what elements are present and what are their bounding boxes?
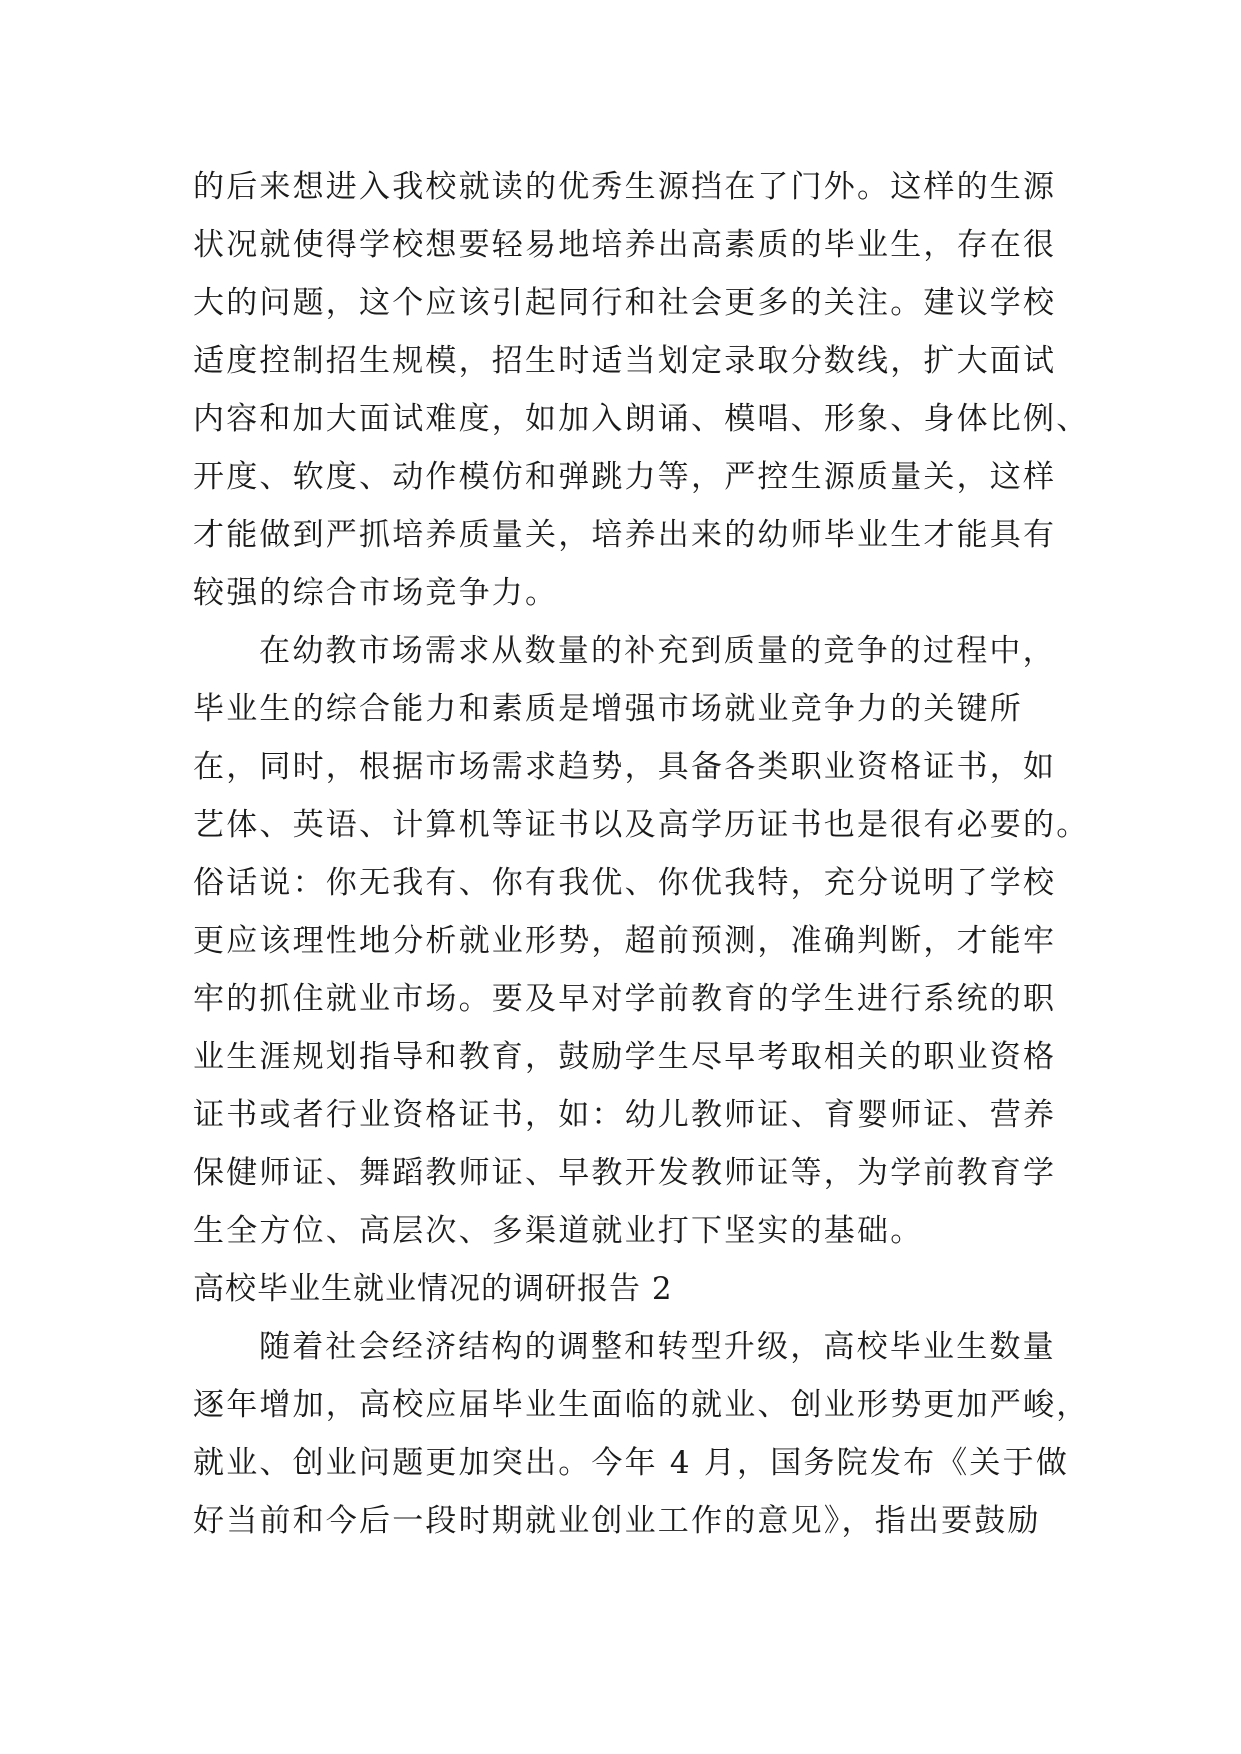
text-line: 随着社会经济结构的调整和转型升级，高校毕业生数量 bbox=[259, 1329, 1056, 1365]
text-line: 牢的抓住就业市场。要及早对学前教育的学生进行系统的职 bbox=[193, 981, 1057, 1017]
text-line: 内容和加大面试难度，如加入朗诵、模唱、形象、身体比例、 bbox=[193, 401, 1090, 437]
text-line: 的后来想进入我校就读的优秀生源挡在了门外。这样的生源 bbox=[193, 169, 1057, 205]
text-line: 在幼教市场需求从数量的补充到质量的竞争的过程中， bbox=[259, 633, 1056, 669]
text-line: 就业、创业问题更加突出。今年 4 月，国务院发布《关于做 bbox=[193, 1445, 1070, 1481]
section-heading: 高校毕业生就业情况的调研报告 2 bbox=[193, 1271, 673, 1307]
text-line: 逐年增加，高校应届毕业生面临的就业、创业形势更加严峻， bbox=[193, 1387, 1090, 1423]
text-line: 才能做到严抓培养质量关，培养出来的幼师毕业生才能具有 bbox=[193, 517, 1057, 553]
text-line: 好当前和今后一段时期就业创业工作的意见》，指出要鼓励 bbox=[193, 1503, 1041, 1539]
document-body bbox=[193, 158, 1090, 1550]
text-line: 适度控制招生规模，招生时适当划定录取分数线，扩大面试 bbox=[193, 343, 1057, 379]
text-line: 毕业生的综合能力和素质是增强市场就业竞争力的关键所 bbox=[193, 691, 1023, 727]
text-line: 状况就使得学校想要轻易地培养出高素质的毕业生，存在很 bbox=[193, 227, 1057, 263]
text-line: 大的问题，这个应该引起同行和社会更多的关注。建议学校 bbox=[193, 285, 1057, 321]
text-line: 业生涯规划指导和教育，鼓励学生尽早考取相关的职业资格 bbox=[193, 1039, 1057, 1075]
text-line: 较强的综合市场竞争力。 bbox=[193, 575, 559, 611]
text-line: 艺体、英语、计算机等证书以及高学历证书也是很有必要的。 bbox=[193, 807, 1090, 843]
text-line: 证书或者行业资格证书，如：幼儿教师证、育婴师证、营养 bbox=[193, 1097, 1057, 1133]
text-line: 俗话说：你无我有、你有我优、你优我特，充分说明了学校 bbox=[193, 865, 1057, 901]
text-line: 开度、软度、动作模仿和弹跳力等，严控生源质量关，这样 bbox=[193, 459, 1057, 495]
text-line: 在，同时，根据市场需求趋势，具备各类职业资格证书，如 bbox=[193, 749, 1057, 785]
text-line: 保健师证、舞蹈教师证、早教开发教师证等，为学前教育学 bbox=[193, 1155, 1057, 1191]
text-line: 更应该理性地分析就业形势，超前预测，准确判断，才能牢 bbox=[193, 923, 1057, 959]
text-line: 生全方位、高层次、多渠道就业打下坚实的基础。 bbox=[193, 1213, 924, 1249]
